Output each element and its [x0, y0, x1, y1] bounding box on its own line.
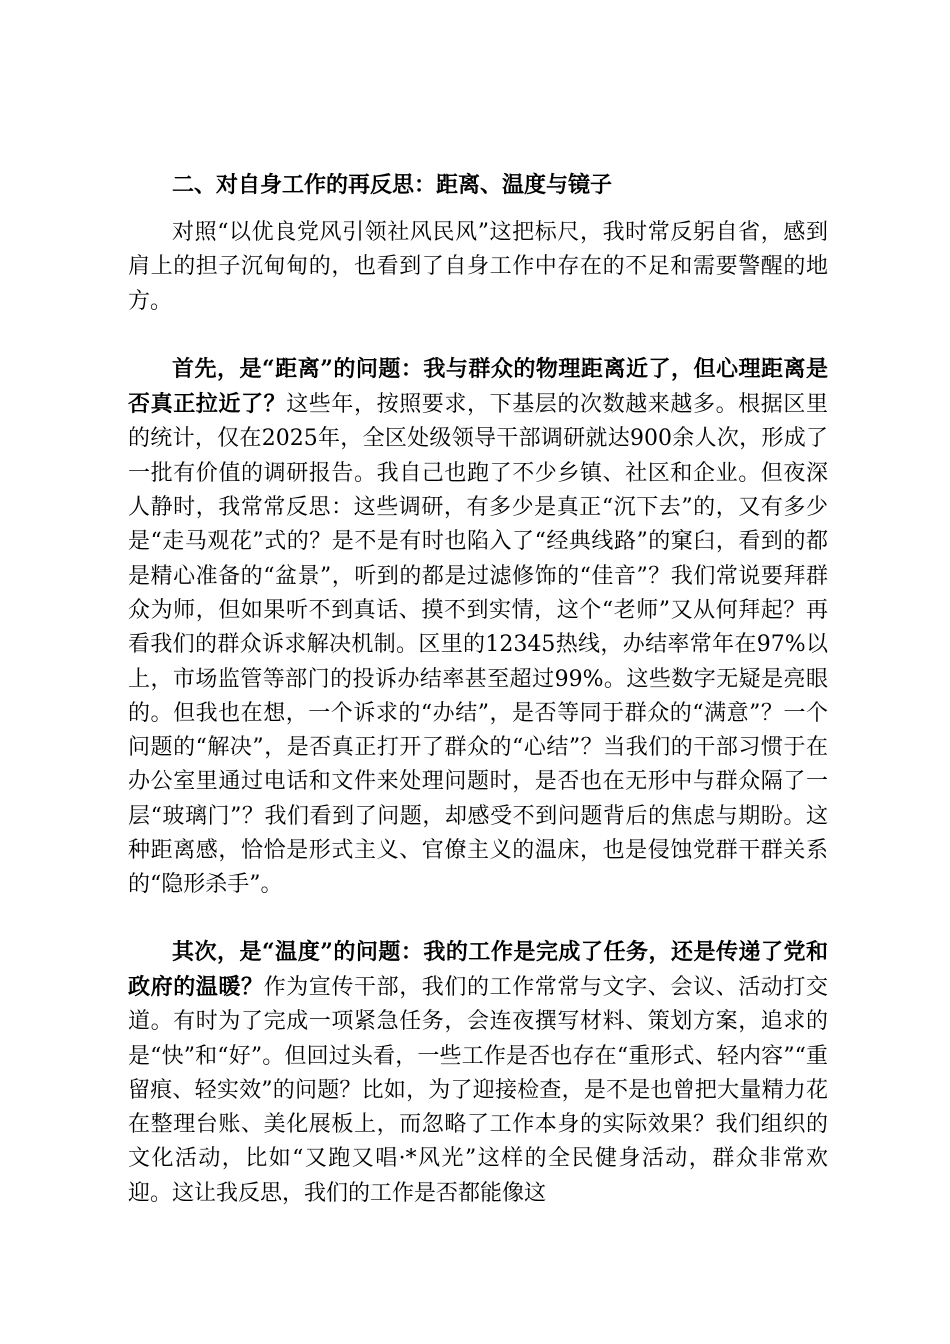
warmth-lead-sentence: 其次，是“温度”的问题：我的工作是完成了任务，还是传递了党和政府的温暖？: [128, 938, 828, 1000]
distance-body-text: 这些年，按照要求，下基层的次数越来越多。根据区里的统计，仅在2025年，全区处级领导干部调研就达900余人次，形成了一批有价值的调研报告。我自己也跑了不少乡镇、社区和企业。但夜深人静时，我常常反思：这些调研，有多少是真正“沉下去”的，又有多少是“走马观花”式的？是不是有时也陷入了“经典线路”的窠臼，看到的都是精心准备的“盆景”，听到的都是过滤修饰的“佳音”？我们常说要拜群众为师，但如果听不到真话、摸不到实情，这个“老师”又从何拜起？再看我们的群众诉求解决机制。区里的12345热线，办结率常年在97%以上，市场监管等部门的投诉办结率甚至超过99%。这些数字无疑是亮眼的。但我也在想，一个诉求的“办结”，是否等同于群众的“满意”？一个问题的“解决”，是否真正打开了群众的“心结”？当我们的干部习惯于在办公室里通过电话和文件来处理问题时，是否也在无形中与群众隔了一层“玻璃门”？我们看到了问题，却感受不到问题背后的焦虑与期盼。这种距离感，恰恰是形式主义、官僚主义的温床，也是侵蚀党群干群关系的“隐形杀手”。: [128, 392, 828, 898]
intro-paragraph: 对照“以优良党风引领社风民风”这把标尺，我时常反躬自省，感到肩上的担子沉甸甸的，也看到了自身工作中存在的不足和需要警醒的地方。: [128, 220, 828, 314]
warmth-body-text: 作为宣传干部，我们的工作常常与文字、会议、活动打交道。有时为了完成一项紧急任务，会连夜撰写材料、策划方案，追求的是“快”和“好”。但回过头看，一些工作是否也存在“重形式、轻内容”“重留痕、轻实效”的问题？比如，为了迎接检查，是不是也曾把大量精力花在整理台账、美化展板上，而忽略了工作本身的实际效果？我们组织的文化活动，比如“又跑又唱·*风光”这样的全民健身活动，群众非常欢迎。这让我反思，我们的工作是否都能像这: [128, 974, 828, 1206]
warmth-paragraph: [128, 935, 828, 1211]
distance-paragraph: [128, 352, 828, 903]
document-body: [128, 168, 828, 1211]
distance-lead-sentence: 首先，是“距离”的问题：我与群众的物理距离近了，但心理距离是否真正拉近了？: [128, 355, 828, 418]
section-heading: 二、对自身工作的再反思：距离、温度与镜子: [172, 172, 613, 198]
